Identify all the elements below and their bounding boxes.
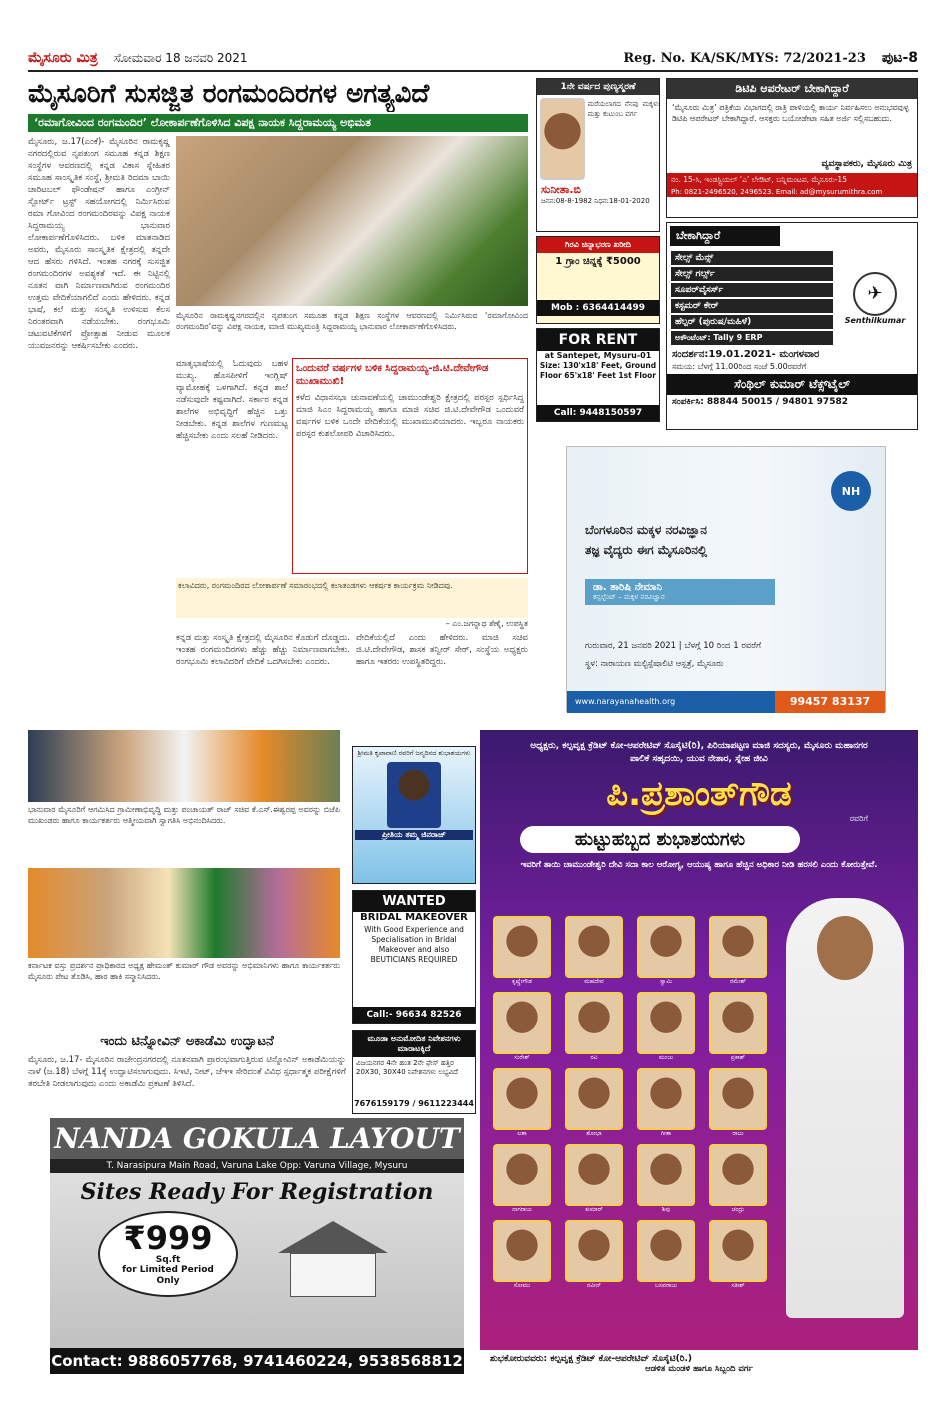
member-photo	[709, 916, 767, 978]
prashanth-portrait	[786, 898, 904, 1318]
member-photo	[565, 1068, 623, 1130]
rent-title: FOR RENT	[537, 329, 659, 351]
tinnovin-body: ಮೈಸೂರು, ಜ.17- ಮೈಸೂರಿನ ರಾಜೇಂದ್ರನಗರದಲ್ಲಿ ನೂತನವಾಗಿ ಪ್ರಾರಂಭವಾಗುತ್ತಿರುವ ಟಿನ್ನೋವಿನ್ ಅಕಾಡೆಮಿಯನ್ನು ನಾಳೆ (ಜ.18) ಬೆಳಗ್ಗೆ 11ಕ್ಕೆ ಉದ್ಘಾಟಿಸಲಾಗುವುದು. ಸಿಇಟಿ, ನೀಟ್, ಜೆಇಇ ಸೇರಿದಂತೆ ವಿವಿಧ ಸ್ಪರ್ಧಾತ್ಮಕ ಪರೀಕ್ಷೆಗಳಿಗೆ ತರಬೇತಿ ನೀಡಲಾಗುವುದು ಎಂದು ಅಕಾಡೆಮಿ ಪ್ರಕಟಣೆ ತಿಳಿಸಿದೆ.	[28, 1055, 346, 1089]
obituary-title: 1ನೇ ವರ್ಷದ ಪುಣ್ಯಸ್ಮರಣೆ	[537, 79, 659, 95]
jobs-item: ಹೆಲ್ಪರ್ (ಪುರುಷ/ಮಹಿಳೆ)	[671, 315, 833, 329]
jobs-item: ಸೂಪರ್‌ವೈಸರ್ಸ್	[671, 283, 833, 297]
member-name: ಕೃಷ್ಣೇಗೌಡ	[512, 978, 532, 985]
member-photo	[637, 992, 695, 1054]
nh-site: www.narayanahealth.org	[567, 691, 777, 713]
jobs-interview: ಸಂದರ್ಶನ:19.01.2021- ಮಂಗಳವಾರ	[672, 349, 820, 360]
layout-ready: Sites Ready For Registration	[80, 1179, 434, 1205]
dtp-body: ‘ಮೈಸೂರು ಮಿತ್ರ’ ಪತ್ರಿಕೆಯ ವಿಭಾಗದಲ್ಲಿ ರಾತ್ರಿ ಪಾಳಿಯಲ್ಲಿ ಕಾರ್ಯ ನಿರ್ವಹಿಸಲು ಅನುಭವವುಳ್ಳ ಡಿಟಿಪಿ ಆಪರೇಟರ್ ಬೇಕಾಗಿದ್ದಾರೆ. ಆಸಕ್ತರು ಬಯೋಡೇಟಾ ಸಹಿತ ಅರ್ಜಿ ಸಲ್ಲಿಸಬಹುದು.	[672, 103, 909, 123]
member-name: ರವಿ	[590, 1054, 598, 1061]
member-name: ಸುರೇಶ್	[514, 1054, 530, 1061]
prashanth-wish: ಹುಟ್ಟುಹಬ್ಬದ ಶುಭಾಶಯಗಳು	[520, 826, 800, 853]
member-name: ಸತೀಶ್	[731, 1282, 745, 1289]
layout-unit: Sq.ft	[155, 1255, 181, 1265]
member-card	[488, 1068, 556, 1138]
gold-mobile: Mob : 6364414499	[537, 300, 659, 316]
jobs-item: ಕಸ್ಟಮರ್ ಕೇರ್	[671, 299, 833, 313]
member-card	[632, 1144, 700, 1214]
jobs-item: ಸೇಲ್ಸ್ ಗರ್ಲ್ಸ್	[671, 267, 833, 281]
nh-spec: ಕನ್ಸಲ್ಟೆಂಟ್ – ಮಕ್ಕಳ ನರವಿಜ್ಞಾನ	[593, 593, 665, 601]
nh-doctor-box	[585, 579, 775, 605]
member-name: ಚಂದ್ರು	[731, 1206, 745, 1213]
member-name: ಶೋಭಾ	[586, 1130, 602, 1137]
nh-doctor: ಡಾ. ತಾರಿಷಿ ನೇಮಾನಿ	[593, 582, 663, 593]
layout-contact: Contact: 9886057768, 9741460224, 9538568812	[50, 1348, 464, 1374]
jobs-list	[667, 249, 833, 347]
lead-photo	[176, 136, 528, 306]
obituary-dates: ಜನನ:08-8-1982 ನಿಧನ:18-01-2020	[541, 197, 650, 205]
layout-price-row	[50, 1211, 464, 1297]
wanted-sub: BRIDAL MAKEOVER	[360, 912, 468, 923]
nh-ad	[566, 446, 886, 712]
member-photo	[709, 1220, 767, 1282]
lead-box-headline: ಒಂದುವರೆ ವರ್ಷಗಳ ಬಳಿಕ ಸಿದ್ದರಾಮಯ್ಯ-ಜಿ.ಟಿ.ದೇವೇಗೌಡ ಮುಖಾಮುಖಿ!	[296, 363, 489, 387]
member-name: ಮಂಜು	[658, 1054, 674, 1061]
member-name: ರಾಜು	[732, 1130, 744, 1137]
house-icon	[268, 1221, 398, 1297]
member-photo	[493, 1068, 551, 1130]
obituary-text: ಮರೆಯಲಾಗದ ನೆನಪು ಮಕ್ಕಳು ಮತ್ತು ಕುಟುಂಬ ವರ್ಗ	[587, 100, 659, 118]
member-name: ನವೀನ್	[586, 1282, 602, 1289]
prashanth-members	[488, 916, 778, 1290]
member-photo	[493, 992, 551, 1054]
rent-size: Size: 130'x18' Feet, Ground Floor 65'x18' Feet 1st Floor	[539, 361, 657, 380]
lead-headline: ಮೈಸೂರಿಗೆ ಸುಸಜ್ಜಿತ ರಂಗಮಂದಿರಗಳ ಅಗತ್ಯವಿದೆ	[28, 79, 430, 109]
member-photo	[493, 916, 551, 978]
jobs-ad	[666, 222, 918, 430]
news2-caption2: ಕರ್ನಾಟಕ ವಸ್ತು ಪ್ರದರ್ಶನ ಪ್ರಾಧಿಕಾರದ ಅಧ್ಯಕ್ಷ ಹೇಮಂತ್ ಕುಮಾರ್ ಗೌಡ ಅವರನ್ನು ಅಭಿಮಾನಿಗಳು ಹಾಗೂ ಕಾರ್ಯಕರ್ತರು ಮೈಸೂರು ಪೇಟ ತೊಡಿಸಿ, ಹಾರ ಹಾಕಿ ಸನ್ಮಾನಿಸಿದರು.	[28, 961, 340, 981]
nh-logo-icon: NH	[831, 471, 871, 511]
jobs-item: ಅಕೌಂಟೆಂಟ್: Tally 9 ERP	[671, 331, 833, 345]
sites-phone: 7676159179 / 9611223444	[354, 1099, 474, 1108]
member-card	[632, 992, 700, 1062]
member-photo	[493, 1220, 551, 1282]
bday-top: ಶ್ರೀಮತಿ ಕೃಪಾವಾಣಿ ರವರಿಗೆ ಜನ್ಮದಿನದ ಶುಭಾಶಯಗಳು	[357, 749, 471, 757]
gold-ad	[536, 236, 660, 324]
member-card	[704, 1220, 772, 1290]
lead-bottom-mid: ಕನ್ನಡ ಮತ್ತು ಸಂಸ್ಕೃತಿ ಕ್ಷೇತ್ರದಲ್ಲಿ ಮೈಸೂರಿನ ಕೊಡುಗೆ ದೊಡ್ಡದು. ಇಂತಹ ರಂಗಮಂದಿರಗಳು ಹೆಚ್ಚು ಹೆಚ್ಚು ನಿರ್ಮಾಣವಾಗಬೇಕು. ರಂಗಭೂಮಿ ಕಲಾವಿದರಿಗೆ ವೇದಿಕೆ ಒದಗಿಸಬೇಕು ಎಂದರು.	[176, 633, 350, 667]
registration-number: Reg. No. KA/SK/MYS: 72/2021-23	[623, 50, 866, 66]
member-photo	[565, 1220, 623, 1282]
nh-where: ಸ್ಥಳ: ನಾರಾಯಣ ಮಲ್ಟಿಸ್ಪೆಷಾಲಿಟಿ ಆಸ್ಪತ್ರೆ, ಮೈಸೂರು	[585, 659, 724, 669]
bday-name: ಪ್ರೀತಿಯ ತಮ್ಮ ಜಿನರಾಜ್	[355, 830, 473, 840]
member-photo	[709, 1144, 767, 1206]
member-photo	[637, 916, 695, 978]
prashanth-footer	[480, 1350, 918, 1378]
masthead-date: ಸೋಮವಾರ 18 ಜನವರಿ 2021	[113, 50, 248, 65]
layout-limited: for Limited Period Only	[122, 1265, 214, 1286]
prashanth-staff: ಆಡಳಿತ ಮಂಡಳಿ ಹಾಗೂ ಸಿಬ್ಬಂದಿ ವರ್ಗ	[645, 1364, 753, 1374]
dtp-sign: ವ್ಯವಸ್ಥಾಪಕರು, ಮೈಸೂರು ಮಿತ್ರ	[821, 159, 912, 169]
lead-body-left: ಮೈಸೂರು, ಜ.17(ಎಂಕೆ)- ಮೈಸೂರಿನ ರಾಮಕೃಷ್ಣ ನಗರದಲ್ಲಿರುವ ನೃಪತುಂಗ ಸಮೂಹ ಕನ್ನಡ ಶಿಕ್ಷಣ ಸಂಸ್ಥೆಗಳ ಆವರಣದಲ್ಲಿ ಕನ್ನಡ ವಿಕಾಸ ಸ್ನೇಹಿತರ ಸಮೂಹ ಸಾಂಸ್ಕೃತಿಕ ಸಂಸ್ಥೆ, ಶ್ರೀಮತಿ ರಿದಮಾ ಬಾಯಿ ಚಾರಿಟಬಲ್ ಫೌಂಡೇಷನ್ ಹಾಗೂ ಎಂಗ್ರೀನ್ ಸ್ಪೋರ್ಟ್ ಟ್ರಸ್ಟ್ ಸಹಯೋಗದಲ್ಲಿ ನಿರ್ಮಿಸಿರುವ ರಮಾ ಗೋವಿಂದ ರಂಗಮಂದಿರವನ್ನು ವಿಪಕ್ಷ ನಾಯಕ ಸಿದ್ದರಾಮಯ್ಯ ಭಾನುವಾರ ಲೋಕಾರ್ಪಣೆಗೊಳಿಸಿದರು. ಬಳಿಕ ಮಾತನಾಡಿದ ಅವರು, ಮೈಸೂರು ಸಾಂಸ್ಕೃತಿಕ ಕ್ಷೇತ್ರದಲ್ಲಿ ತನ್ನದೇ ಆದ ಹೆಸರು ಗಳಿಸಿದೆ. ಇಂತಹ ನಗರಕ್ಕೆ ಸುಸಜ್ಜಿತ ರಂಗಮಂದಿರಗಳ ಅವಶ್ಯಕತೆ ಇದೆ. ಈ ನಿಟ್ಟಿನಲ್ಲಿ ನೂತನ ವಾಗಿ ನಿರ್ಮಾಣವಾಗಿರುವ ರಂಗಮಂದಿರ ಉತ್ತಮ ವೇದಿಕೆಯಾಗಲಿದೆ ಎಂದು ಹೇಳಿದರು. ಕನ್ನಡ ಭಾಷೆ, ಕಲೆ ಮತ್ತು ಸಂಸ್ಕೃತಿ ಉಳಿಸುವ ಕೆಲಸ ನಿರಂತರವಾಗಿ ನಡೆಯಬೇಕು. ರಂಗಭೂಮಿ ಚಟುವಟಿಕೆಗಳಿಗೆ ಪ್ರೋತ್ಸಾಹ ನೀಡುವ ಮೂಲಕ ಯುವಜನರನ್ನು ಆಕರ್ಷಿಸಬೇಕು ಎಂದರು.	[28, 137, 170, 351]
obituary-photo	[540, 98, 585, 180]
member-photo	[565, 992, 623, 1054]
prashanth-ravarige: ರವರಿಗೆ	[849, 814, 868, 823]
member-card	[704, 1144, 772, 1214]
lead-box	[292, 358, 528, 574]
layout-title: NANDA GOKULA LAYOUT	[50, 1118, 464, 1159]
news2-photo2	[28, 868, 340, 958]
lead-credit: – ಎಂ.ಜಗನ್ನಾಥ ಶೆಣೈ, ಉಪಸ್ಥಿತ	[445, 619, 528, 628]
prashanth-top: ಅಧ್ಯಕ್ಷರು, ಕಲ್ಪವೃಕ್ಷ ಕ್ರೆಡಿಟ್ ಕೋ-ಆಪರೇಟಿವ್ ಸೊಸೈಟಿ(ರಿ), ಪಿರಿಯಾಪಟ್ಟಣ ಮಾಜಿ ಸದಸ್ಯರು, ಮೈಸೂರು ಮಹಾನಗರ ಪಾಲಿಕೆ ಸಹೃದಯಿ, ಯುವ ನೇತಾರ, ಸ್ನೇಹ ಜೀವಿ	[530, 741, 868, 764]
lead-subhead: ‘ರಮಾಗೋವಿಂದ ರಂಗಮಂದಿರ’ ಲೋಕಾರ್ಪಣೆಗೊಳಿಸಿದ ವಿಪಕ್ಷ ನಾಯಕ ಸಿದ್ದರಾಮಯ್ಯ ಅಭಿಮತ	[28, 114, 528, 132]
member-photo	[709, 1068, 767, 1130]
member-card	[488, 1220, 556, 1290]
member-card	[560, 916, 628, 986]
page-number: ಪುಟ-8	[881, 50, 918, 66]
member-card	[632, 1068, 700, 1138]
wanted-ad	[352, 890, 476, 1024]
dtp-title: ಡಿಟಿಪಿ ಆಪರೇಟರ್ ಬೇಕಾಗಿದ್ದಾರೆ	[667, 79, 917, 99]
lead-bottom-right: ವೇದಿಕೆಯಲ್ಲಿದೆ ಎಂದು ಹೇಳಿದರು. ಮಾಜಿ ಸಚಿವ ಜಿ.ಟಿ.ದೇವೇಗೌಡ, ಶಾಸಕ ತನ್ವೀರ್ ಸೇಠ್, ಸಂಸ್ಥೆಯ ಅಧ್ಯಕ್ಷರು ಹಾಗೂ ಇತರರು ಉಪಸ್ಥಿತರಿದ್ದರು.	[356, 633, 528, 667]
member-photo	[637, 1068, 695, 1130]
member-name: ನಾಗರಾಜು	[512, 1206, 532, 1213]
wanted-body: With Good Experience and Specialisation in Bridal Makeover and also BEUTICIANS REQUIRED	[364, 925, 464, 964]
member-name: ಸ್ವಾಮಿ	[659, 978, 673, 985]
member-name: ಸೋಮು	[513, 1282, 531, 1289]
layout-price: ₹999	[123, 1219, 213, 1257]
member-card	[560, 1068, 628, 1138]
gold-offer: 1 ಗ್ರಾಂ ಚಿನ್ನಕ್ಕೆ ₹5000	[555, 256, 641, 267]
member-card	[704, 916, 772, 986]
prashanth-blessing: ಇವರಿಗೆ ತಾಯಿ ಚಾಮುಂಡೇಶ್ವರಿ ದೇವಿ ಸದಾ ಕಾಲ ಆರೋಗ್ಯ, ಆಯುಷ್ಯ ಹಾಗೂ ಹೆಚ್ಚಿನ ಅಧಿಕಾರ ನೀಡಿ ಹರಸಲಿ ಎಂದು ಕೋರುತ್ತೇವೆ.	[520, 860, 878, 870]
sites-title: ಮೂಡಾ ಅನುಮೋದಿತ ನಿವೇಶನಗಳು ಮಾರಾಟಕ್ಕಿದೆ	[353, 1031, 475, 1057]
rent-call: Call: 9448150597	[537, 405, 659, 421]
gold-details	[537, 270, 659, 300]
prashanth-ad	[480, 730, 918, 1378]
member-card	[488, 992, 556, 1062]
nh-line2: ತಜ್ಞ ವೈದ್ಯರು ಈಗ ಮೈಸೂರಿನಲ್ಲಿ	[585, 543, 708, 557]
dtp-phone: Ph: 0821-2496520, 2496523. Email: ad@mysurumithra.com	[667, 187, 917, 197]
prashanth-face	[817, 916, 873, 980]
lead-note: ಕಲಾವಿದರು, ರಂಗಮಂದಿರದ ಲೋಕಾರ್ಪಣೆ ಸಮಾರಂಭದಲ್ಲಿ ಕಲಾತಂಡಗಳು ಆಕರ್ಷಕ ಕಾರ್ಯಕ್ರಮ ನೀಡಿದವು.	[176, 578, 528, 618]
layout-ad	[50, 1118, 464, 1374]
lead-box-body: ಕಳೆದ ವಿಧಾನಸಭಾ ಚುನಾವಣೆಯಲ್ಲಿ ಚಾಮುಂಡೇಶ್ವರಿ ಕ್ಷೇತ್ರದಲ್ಲಿ ಪರಸ್ಪರ ಸ್ಪರ್ಧಿಸಿದ್ದ ಮಾಜಿ ಸಿಎಂ ಸಿದ್ದರಾಮಯ್ಯ ಹಾಗೂ ಮಾಜಿ ಸಚಿವ ಜಿ.ಟಿ.ದೇವೇಗೌಡ ಒಂದುವರೆ ವರ್ಷಗಳ ಬಳಿಕ ಒಂದೇ ವೇದಿಕೆಯಲ್ಲಿ ಮುಖಾಮುಖಿಯಾದರು. ಇಬ್ಬರೂ ನಾಯಕರು ಪರಸ್ಪರ ಕುಶಲೋಪರಿ ವಿಚಾರಿಸಿದರು.	[296, 393, 524, 439]
tinnovin-headline: ಇಂದು ಟಿನ್ನೋವಿನ್ ಅಕಾಡೆಮಿ ಉದ್ಘಾಟನೆ	[100, 1034, 274, 1049]
layout-road: T. Narasipura Main Road, Varuna Lake Opp: Varuna Village, Mysuru	[50, 1159, 464, 1173]
wanted-title: WANTED	[353, 891, 475, 912]
member-name: ಬಸವರಾಜು	[654, 1282, 678, 1289]
jobs-brand: Senthilkumar	[844, 315, 906, 325]
jobs-title: ಬೇಕಾಗಿದ್ದಾರೆ	[670, 226, 780, 246]
gold-title: ಗಿರವಿ ಚಿನ್ನಾಭರಣ ಖರೀದಿ	[537, 237, 659, 253]
member-name: ಮಹದೇವ	[584, 978, 604, 985]
bday-photo	[387, 762, 441, 828]
obituary	[536, 78, 660, 232]
member-name: ರಮೇಶ್	[729, 978, 747, 985]
lead-photo-caption: ಮೈಸೂರಿನ ರಾಮಕೃಷ್ಣನಗರದಲ್ಲಿನ ನೃಪತುಂಗ ಸಮೂಹ ಕನ್ನಡ ಶಿಕ್ಷಣ ಸಂಸ್ಥೆಗಳ ಆವರಣದಲ್ಲಿ ನಿರ್ಮಿಸಿರುವ ‘ರಮಾಗೋವಿಂದ ರಂಗಮಂದಿರ’ವನ್ನು ವಿಪಕ್ಷ ನಾಯಕ, ಮಾಜಿ ಮುಖ್ಯಮಂತ್ರಿ ಸಿದ್ದರಾಮಯ್ಯ ಭಾನುವಾರ ಲೋಕಾರ್ಪಣೆಗೊಳಿಸಿದರು.	[176, 311, 528, 331]
wanted-call: Call:- 96634 82526	[353, 1007, 475, 1023]
member-card	[560, 992, 628, 1062]
member-photo	[493, 1144, 551, 1206]
nh-phone: 99457 83137	[775, 691, 885, 713]
jobs-item: ಸೇಲ್ಸ್ ಮೆನ್ಸ್	[671, 251, 833, 265]
member-name: ಪ್ರಕಾಶ್	[730, 1054, 746, 1061]
jobs-brand-block	[833, 249, 917, 347]
nh-when: ಗುರುವಾರ, 21 ಜನವರಿ 2021 | ಬೆಳಗ್ಗೆ 10 ರಿಂದ 1 ರವರೆಗೆ	[585, 641, 762, 651]
member-name: ಕುಮಾರ್	[585, 1206, 603, 1213]
prashanth-name: ಪಿ.ಪ್ರಶಾಂತ್‌ಗೌಡ	[606, 774, 792, 814]
news2-photo	[28, 730, 340, 802]
member-name: ಗೀತಾ	[660, 1130, 672, 1137]
member-card	[488, 1144, 556, 1214]
bday-ad	[352, 746, 476, 884]
member-photo	[637, 1144, 695, 1206]
lead-body-right: ಮಾತೃಭಾಷೆಯಲ್ಲಿ ಓದುವುದು ಬಹಳ ಮುಖ್ಯ. ಹೊಸಪೀಳಿಗೆ ಇಂಗ್ಲಿಷ್ ವ್ಯಾಮೋಹಕ್ಕೆ ಒಳಗಾಗಿದೆ. ಕನ್ನಡ ಶಾಲೆ ನಡೆಸುವುದೇ ಕಷ್ಟವಾಗಿದೆ. ಸರ್ಕಾರ ಕನ್ನಡ ಶಾಲೆಗಳ ಅಭಿವೃದ್ಧಿಗೆ ಹೆಚ್ಚಿನ ಒತ್ತು ನೀಡಬೇಕು. ಕನ್ನಡ ಶಾಲೆಗಳ ಗುಣಮಟ್ಟ ಹೆಚ್ಚಿಸಬೇಕು ಎಂದು ಸಲಹೆ ನೀಡಿದರು.	[176, 359, 288, 441]
member-card	[704, 1068, 772, 1138]
nh-line1: ಬೆಂಗಳೂರಿನ ಮಕ್ಕಳ ನರವಿಜ್ಞಾನ	[585, 523, 707, 537]
member-photo	[637, 1220, 695, 1282]
rent-location: at Santepet, Mysuru-01	[544, 351, 652, 360]
member-name: ಲತಾ	[517, 1130, 527, 1137]
member-photo	[709, 992, 767, 1054]
masthead-logo: ಮೈಸೂರು ಮಿತ್ರ	[28, 50, 98, 66]
member-card	[560, 1144, 628, 1214]
sites-body: ವಿಜಯನಗರ 4ನೇ ಹಂತ 2ನೇ ಫೇಸ್ ಹತ್ತಿರ 20X30, 30X40 ನಿವೇಶನಗಳು ಲಭ್ಯವಿದೆ	[356, 1059, 458, 1076]
jobs-time: ಸಮಯ: ಬೆಳಗ್ಗೆ 11.00ರಿಂದ ಸಂಜೆ 5.00ರವರೆಗೆ	[672, 362, 807, 371]
prashanth-wishers: ಶುಭಕೋರುವವರು: ಕಲ್ಪವೃಕ್ಷ ಕ್ರೆಡಿಟ್ ಕೋ-ಆಪರೇಟಿವ್ ಸೊಸೈಟಿ(ರಿ.)	[490, 1354, 693, 1364]
news2-caption: ಭಾನುವಾರ ಮೈಸೂರಿಗೆ ಆಗಮಿಸಿದ ಗ್ರಾಮೀಣಾಭಿವೃದ್ಧಿ ಮತ್ತು ಪಂಚಾಯತ್ ರಾಜ್ ಸಚಿವ ಕೆ.ಎಸ್.ಈಶ್ವರಪ್ಪ ಅವರನ್ನು ಬಿಜೆಪಿ ಮುಖಂಡರು ಹಾಗೂ ಕಾರ್ಯಕರ್ತರು ಆತ್ಮೀಯವಾಗಿ ಸ್ವಾಗತಿಸಿ ಅಭಿನಂದಿಸಿದರು.	[28, 805, 340, 825]
member-name: ಶಿವು	[661, 1206, 671, 1213]
jobs-contact: ಸಂಪರ್ಕಿಸಿ: 88844 50015 / 94801 97582	[672, 397, 848, 407]
member-card	[488, 916, 556, 986]
member-card	[560, 1220, 628, 1290]
layout-price-badge	[98, 1211, 238, 1297]
jobs-shop: ಸೆಂಥಿಲ್ ಕುಮಾರ್ ಟೆಕ್ಸ್‌ಟೈಲ್	[667, 374, 917, 395]
masthead	[28, 46, 918, 72]
member-photo	[565, 916, 623, 978]
rent-ad	[536, 328, 660, 422]
member-card	[704, 992, 772, 1062]
runner-logo-icon: ✈	[853, 272, 897, 316]
sites-ad	[352, 1030, 476, 1114]
member-photo	[565, 1144, 623, 1206]
member-card	[632, 916, 700, 986]
dtp-ad	[666, 78, 918, 218]
obituary-name: ಸುನೀತಾ.ಬಿ	[541, 183, 581, 196]
dtp-address: ನಂ. 15-ಸಿ, ಇಂಡಸ್ಟ್ರಿಯಲ್ ‘ಎ’ ಲೇಔಟ್, ಬನ್ನಿಮಂಟಪ, ಮೈಸೂರು-15	[667, 173, 917, 187]
member-card	[632, 1220, 700, 1290]
